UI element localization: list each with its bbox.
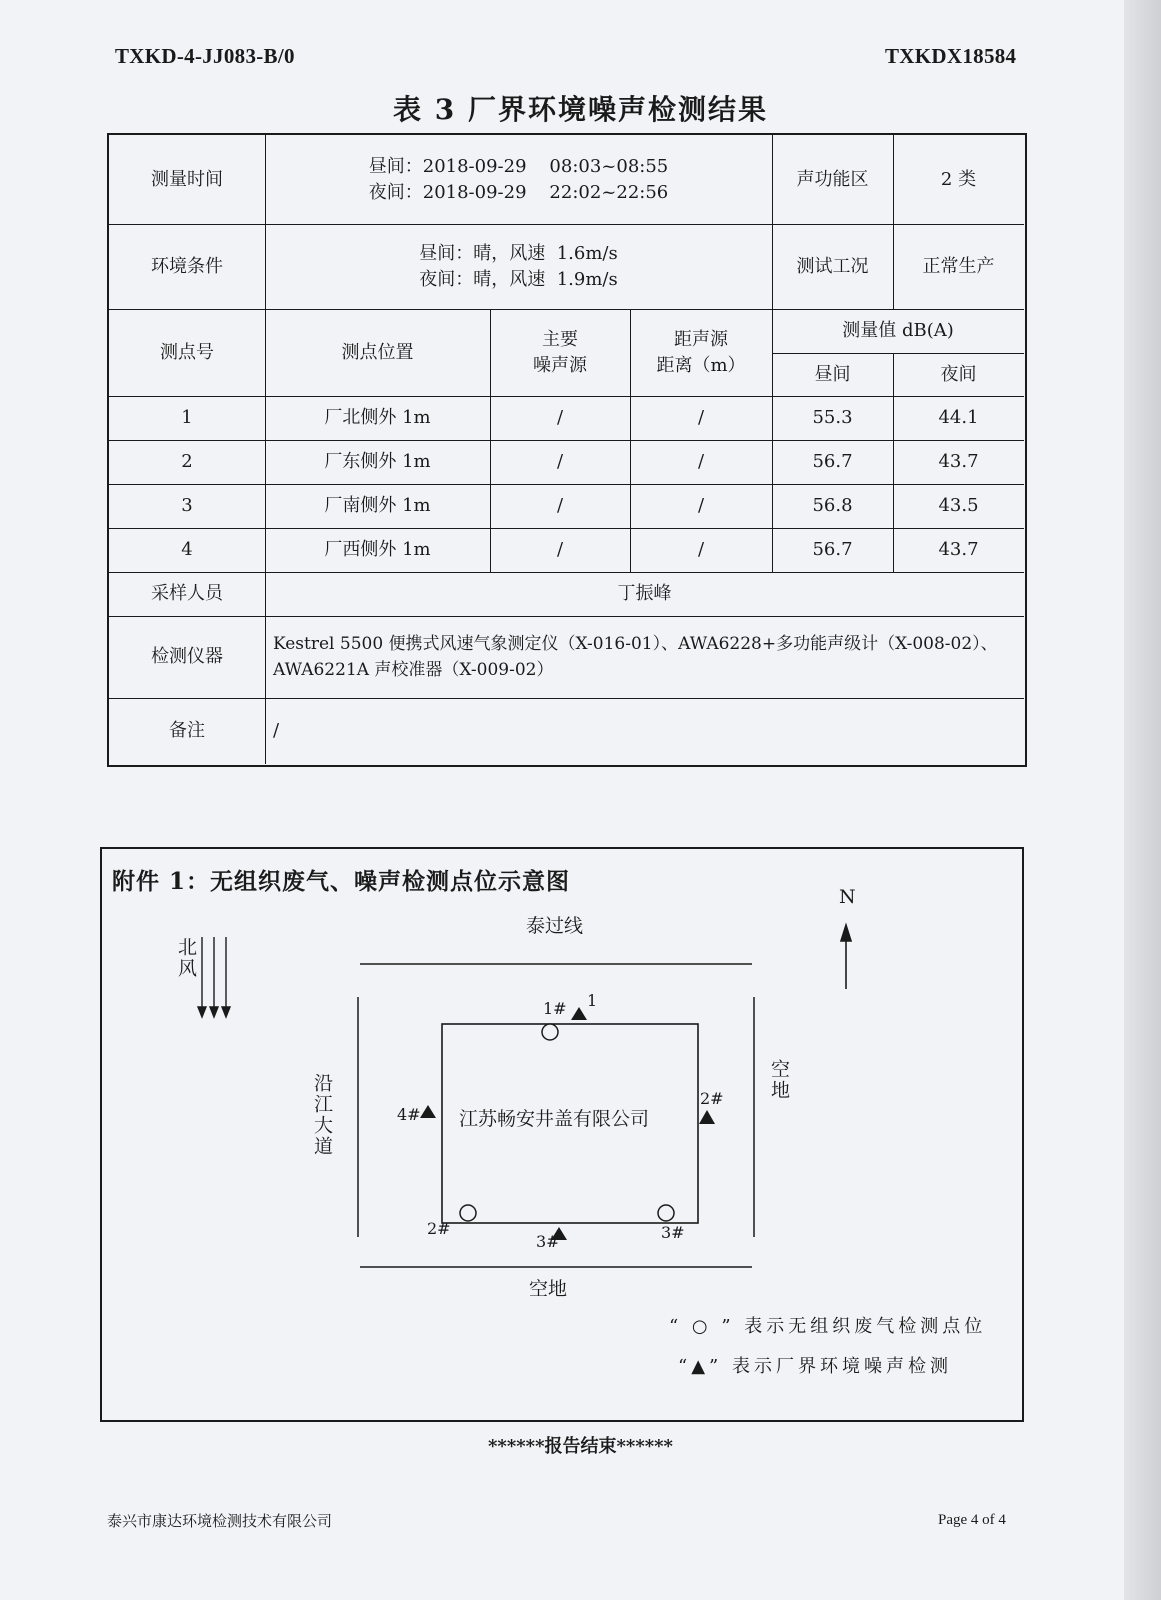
row3-distance: / [697,495,705,516]
sampler-value: 丁振峰 [617,583,672,604]
row1-location: 厂北侧外 1m [324,407,431,428]
col-location: 测点位置 [341,341,414,363]
col-main-source-line1: 主要 [542,328,578,350]
row3-no: 3 [181,495,193,516]
figure-title: 附件 1：无组织废气、噪声检测点位示意图 [112,868,571,895]
col-measure: 测量值 dB(A) [842,320,954,341]
gas-point-3-icon [658,1205,674,1221]
row1-no: 1 [181,407,193,428]
env-value [265,224,772,309]
noise-point-4-label: 4# [397,1105,421,1124]
measure-time-night: 夜间：2018-09-29 22:02~22:56 [368,181,669,203]
col-distance [630,309,772,396]
noise-point-2-label: 2# [700,1089,724,1108]
page-number: Page 4 of 4 [938,1512,1006,1528]
row1-night: 44.1 [938,407,979,428]
attachment-figure [100,847,1024,1422]
row4-no: 4 [181,539,193,560]
row1-day: 55.3 [812,407,853,428]
col-distance-line2: 距离（m） [656,354,746,376]
remark-value: / [273,720,280,741]
row4-night: 43.7 [938,539,979,560]
row3-source: / [556,495,564,516]
measure-time-label: 测量时间 [151,168,223,190]
gas-point-2-icon [460,1205,476,1221]
wind-direction-label: 北风 [175,937,197,979]
row2-location: 厂东侧外 1m [324,451,431,472]
noise-point-3-label: 3# [536,1232,560,1251]
row4-day: 56.7 [812,539,853,560]
instrument-line1: Kestrel 5500 便携式风速气象测定仪（X-016-01）、AWA6228+多功能声级计（X-008-02）、 [273,634,998,654]
row2-night: 43.7 [938,451,979,472]
remark-label: 备注 [169,720,205,741]
noise-point-1-label: 1 [587,991,598,1010]
top-road-label: 泰过线 [526,915,584,937]
row1-source: / [556,407,564,428]
row2-no: 2 [181,451,193,472]
row2-distance: / [697,451,705,472]
col-point-no: 测点号 [160,341,214,363]
work-condition-label: 测试工况 [796,255,869,277]
gas-point-1-label: 1# [543,999,567,1018]
row2-source: / [556,451,564,472]
zone-value: 2 类 [940,168,977,190]
env-day: 昼间：晴，风速 1.6m/s [419,242,618,264]
legend-gas-point: “ ○ ” 表示无组织废气检测点位 [669,1316,987,1337]
row2-day: 56.7 [812,451,853,472]
report-number: TXKDX18584 [885,44,1017,68]
col-main-source-line2: 噪声源 [533,354,587,376]
row4-distance: / [697,539,705,560]
instrument-value [273,616,1024,698]
noise-point-4-icon [420,1105,436,1118]
env-label: 环境条件 [151,255,223,277]
left-road-label: 沿江大道 [311,1073,333,1157]
gas-point-3-label: 3# [661,1223,685,1242]
col-day: 昼间 [814,363,851,385]
company-name: 江苏畅安井盖有限公司 [459,1108,650,1130]
instrument-line2: AWA6221A 声校准器（X-009-02） [273,660,554,680]
legend-noise-point: “▲” 表示厂界环境噪声检测 [678,1356,952,1377]
row1-distance: / [697,407,705,428]
col-distance-line1: 距声源 [674,328,728,350]
row3-day: 56.8 [812,495,853,516]
col-night: 夜间 [940,363,977,385]
document-code: TXKD-4-JJ083-B/0 [115,44,295,68]
noise-point-2-icon [699,1110,715,1124]
instrument-label: 检测仪器 [151,646,223,667]
env-night: 夜间：晴，风速 1.9m/s [419,268,618,290]
measure-time-value [265,135,772,224]
scan-page-edge [1124,0,1161,1600]
gas-point-1-icon [542,1024,558,1040]
table-title: 表 3 厂界环境噪声检测结果 [393,93,768,126]
right-area-label: 空地 [768,1059,790,1101]
zone-label: 声功能区 [796,168,869,190]
bottom-area-label: 空地 [529,1278,568,1300]
noise-point-1-icon [571,1007,587,1020]
row3-location: 厂南侧外 1m [324,495,431,516]
col-main-source [490,309,630,396]
work-condition-value: 正常生产 [922,255,995,277]
measure-time-day: 昼间：2018-09-29 08:03~08:55 [368,155,669,177]
north-arrow [841,925,851,989]
report-end-marker: ******报告结束****** [488,1436,673,1457]
sampler-label: 采样人员 [151,583,223,604]
row4-location: 厂西侧外 1m [324,539,431,560]
row3-night: 43.5 [938,495,979,516]
row4-source: / [556,539,564,560]
noise-results-table [107,133,1027,767]
north-label: N [839,886,856,908]
gas-point-2-label: 2# [427,1219,451,1238]
wind-arrows [198,937,230,1017]
footer-company: 泰兴市康达环境检测技术有限公司 [107,1512,333,1530]
